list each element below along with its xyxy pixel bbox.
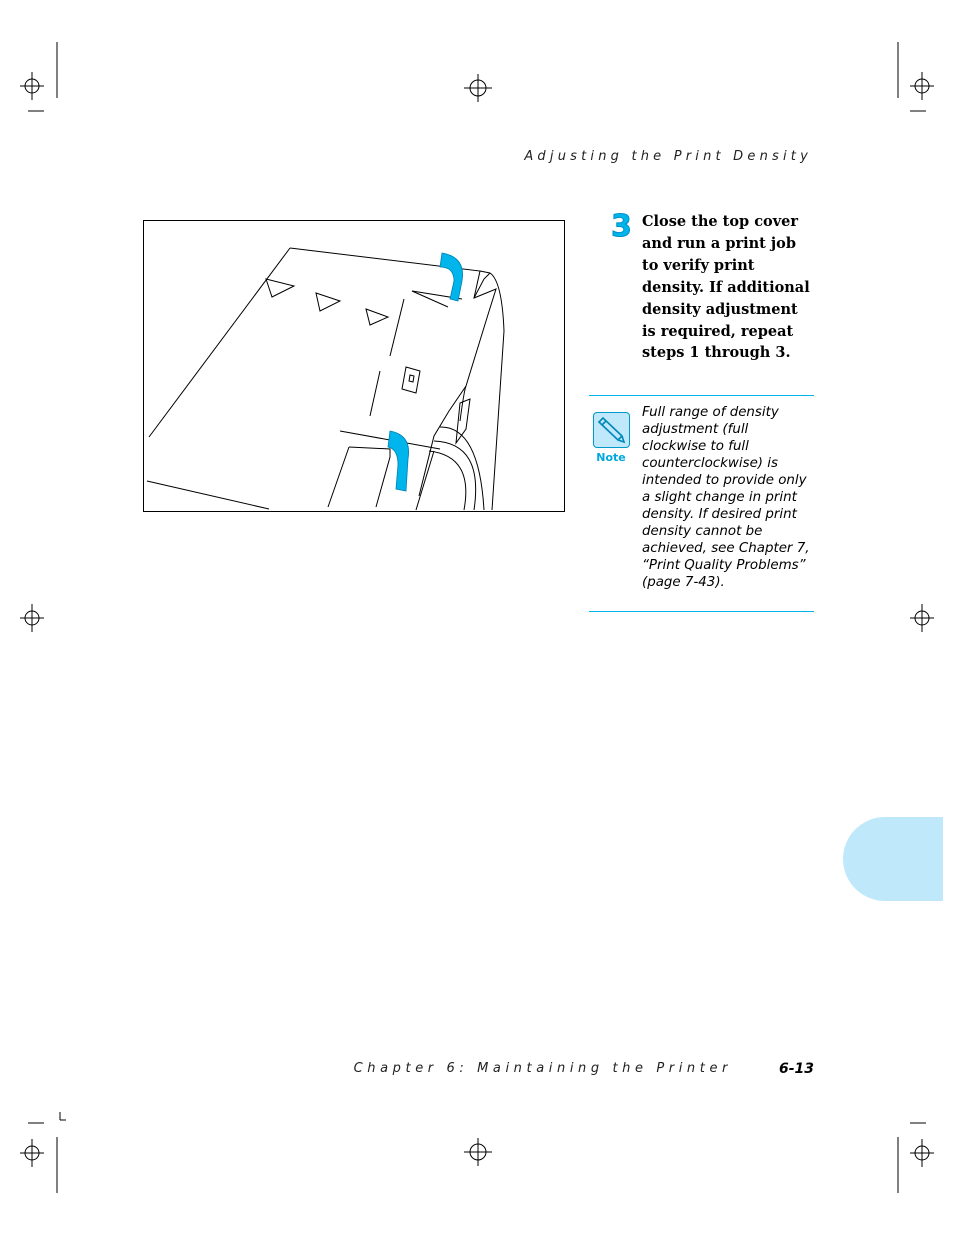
pencil-icon (594, 413, 629, 447)
note-bottom-rule (589, 611, 814, 612)
note-label: Note (596, 451, 626, 464)
note-top-rule (589, 395, 814, 396)
note-icon (593, 412, 630, 448)
step-instruction: Close the top cover and run a print job to verify print density. If additional density adjustment is required, repeat steps 1 through 3. (642, 213, 810, 362)
step-number: 3 (611, 209, 632, 244)
arrow-icon-top (440, 253, 463, 301)
footer-chapter-title: Chapter 6: Maintaining the Printer (353, 1061, 732, 1076)
running-header: Adjusting the Print Density (524, 149, 812, 164)
figure-frame (143, 220, 565, 512)
page-number: 6-13 (778, 1061, 814, 1077)
printer-illustration (144, 221, 564, 511)
arrow-icon-bottom (388, 431, 409, 491)
note-text: Full range of density adjustment (full clockwise to full counterclockwise) is intended to provide only a slight change in print density. If desired print density cannot be achieved, see Chapter 7, “Print Quality Problems” (page 7-43). (642, 405, 810, 590)
chapter-tab (843, 817, 943, 901)
